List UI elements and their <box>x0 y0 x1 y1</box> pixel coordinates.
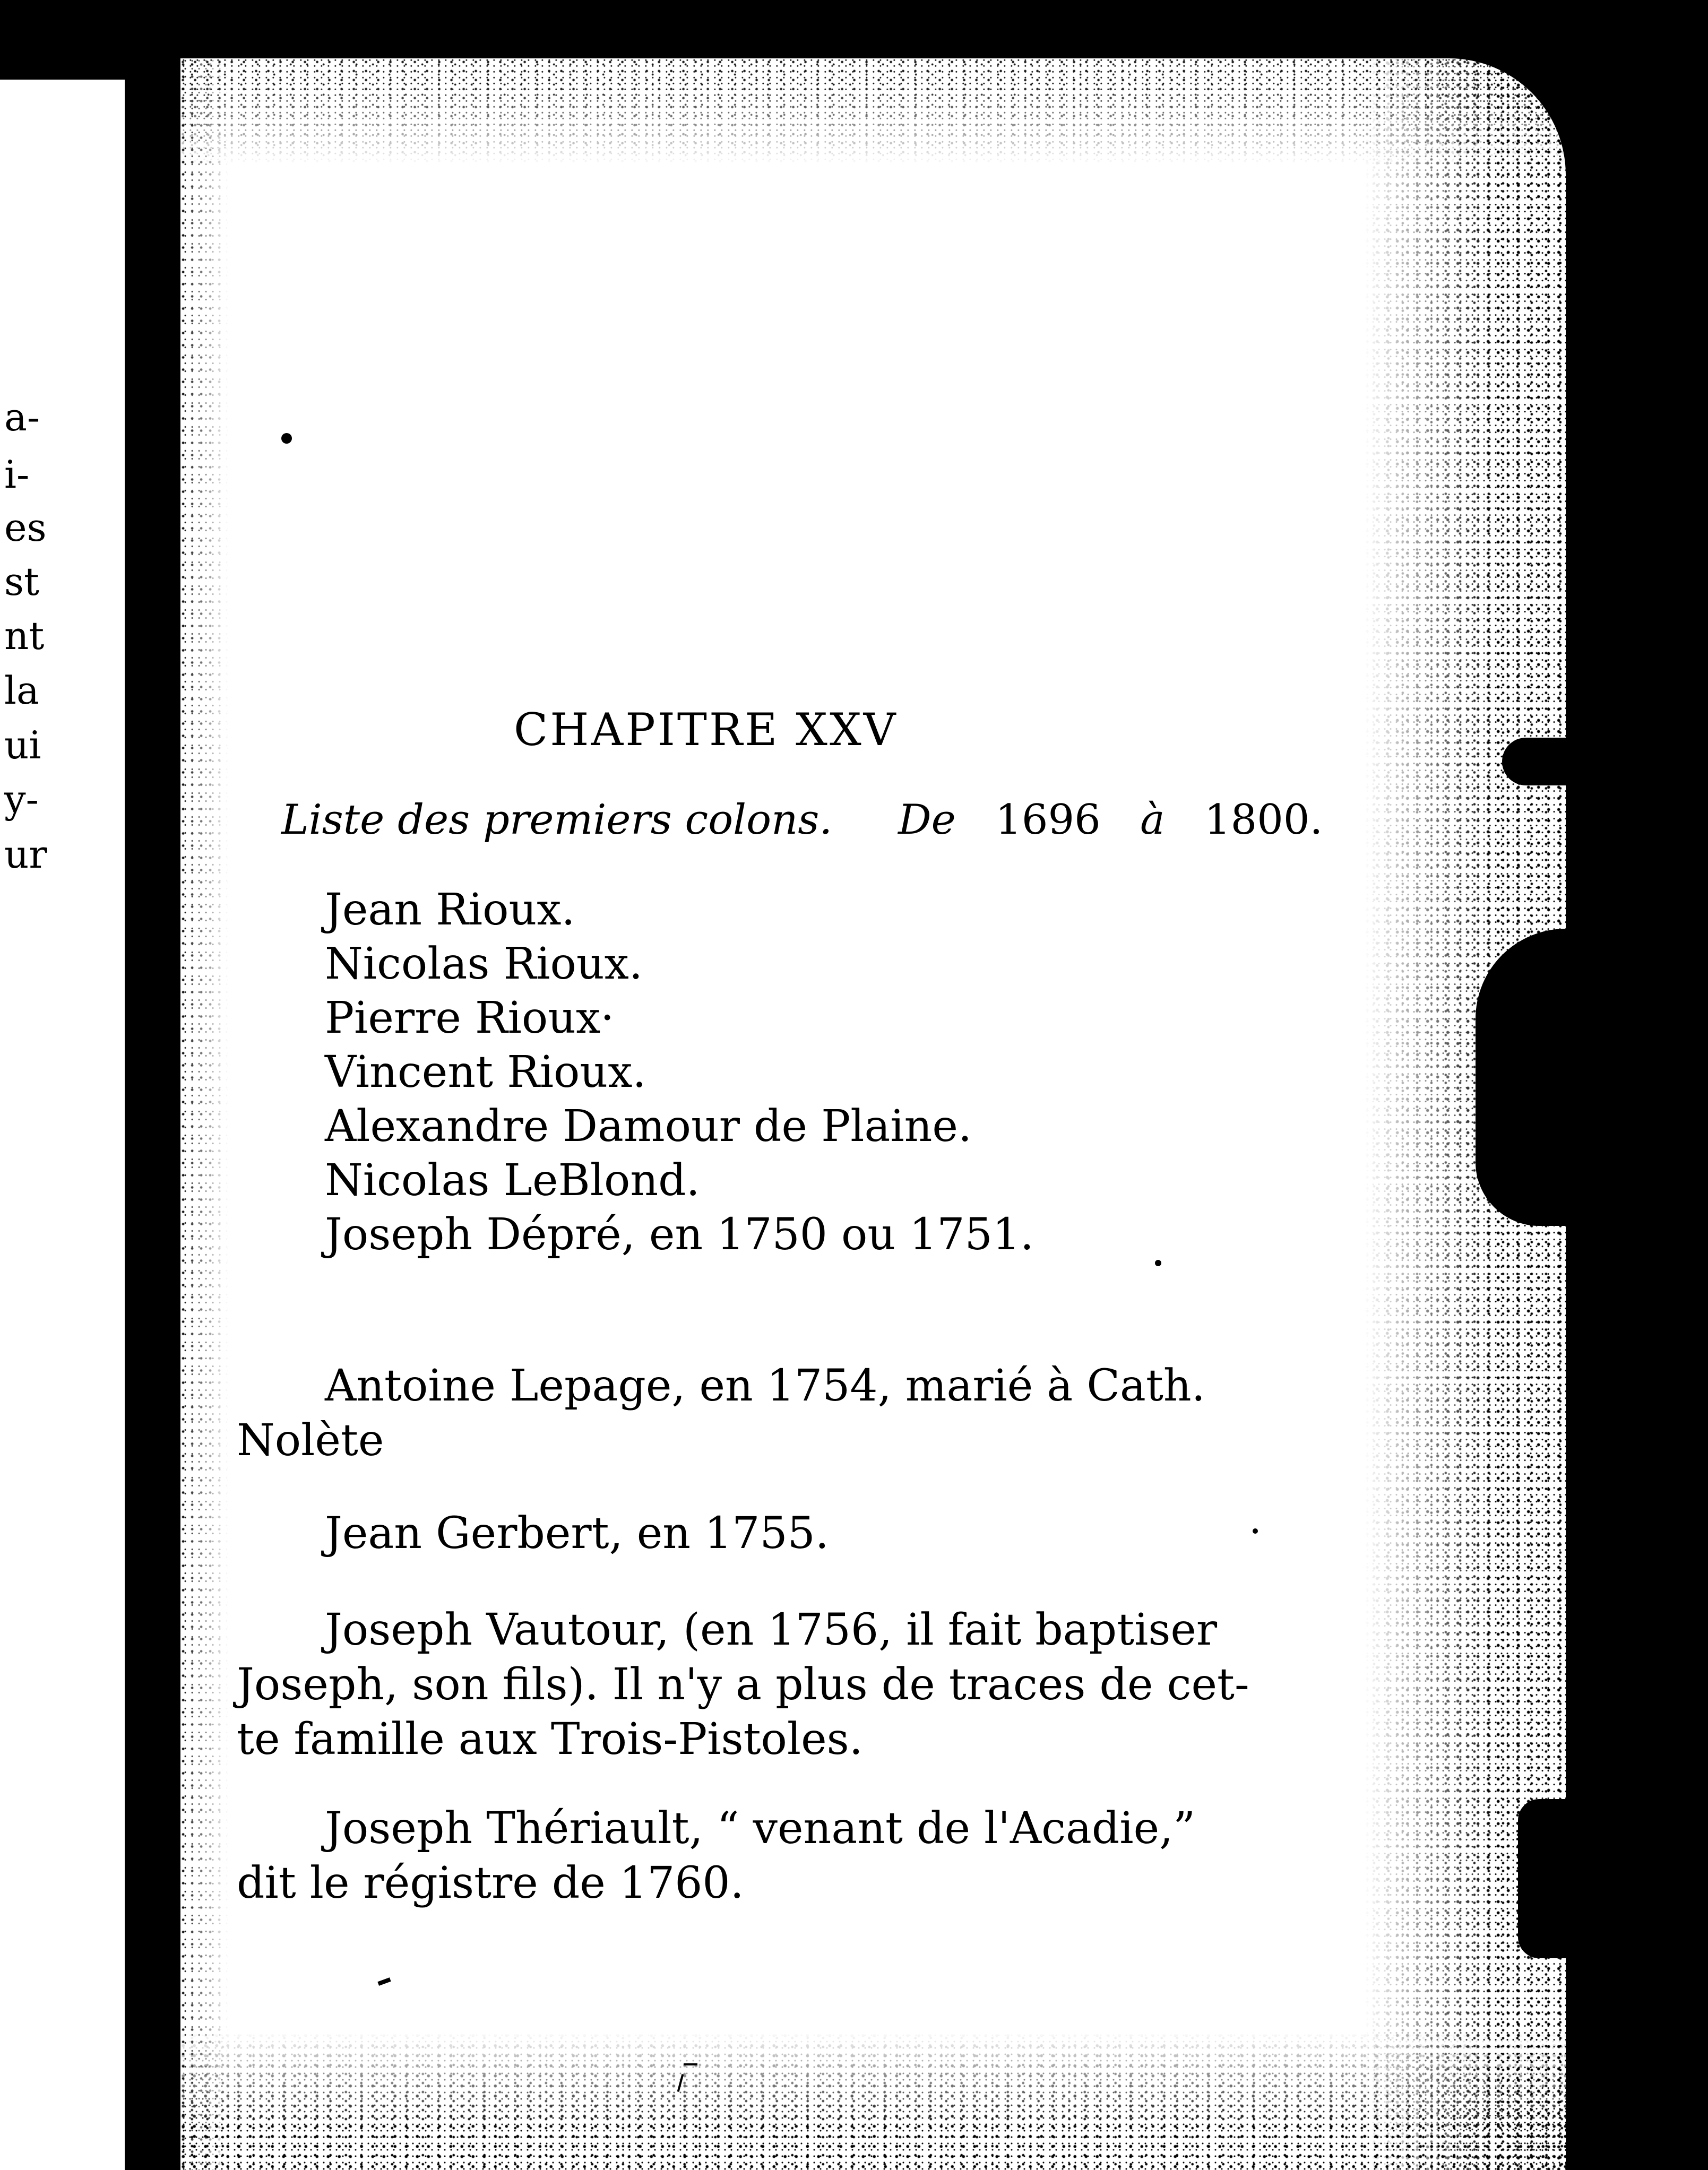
facing-page-fragment: st <box>4 559 39 604</box>
facing-page-fragment: es <box>4 505 47 550</box>
colonist-entry: Nicolas LeBlond. <box>325 1155 700 1206</box>
paragraph-line: te famille aux Trois-Pistoles. <box>237 1714 863 1765</box>
paragraph-line: Jean Gerbert, en 1755. <box>325 1508 829 1559</box>
ink-speck <box>377 1977 391 1986</box>
colonist-entry: Joseph Dépré, en 1750 ou 1751. <box>325 1209 1034 1260</box>
chapter-title: CHAPITRE XXV <box>514 704 898 756</box>
subtitle-from-year: 1696 <box>995 796 1101 844</box>
subtitle-italic: Liste des premiers colons. <box>281 796 833 844</box>
book-page <box>180 58 1566 2170</box>
book-gutter <box>125 0 180 2170</box>
facing-page-fragment: nt <box>4 613 45 658</box>
paragraph-line: Joseph, son fils). Il n'y a plus de traces de cet- <box>237 1659 1249 1710</box>
facing-page-fragment: i- <box>4 452 30 497</box>
colonist-entry: Vincent Rioux. <box>325 1047 646 1097</box>
paragraph-line: Antoine Lepage, en 1754, marié à Cath. <box>325 1361 1205 1411</box>
colonist-paragraph <box>237 1359 1205 1468</box>
ink-speck <box>1253 1528 1258 1534</box>
colonist-paragraph <box>237 1801 1195 1910</box>
facing-page-fragment: ui <box>4 723 41 767</box>
paragraph-line: Joseph Vautour, (en 1756, il fait baptiser <box>325 1605 1218 1655</box>
subtitle-de: De <box>898 796 956 844</box>
facing-page-edge <box>0 80 125 2170</box>
colonist-entry: Nicolas Rioux. <box>325 939 643 989</box>
ink-speck <box>677 2074 684 2092</box>
subtitle-to-year: 1800. <box>1204 796 1323 844</box>
facing-page-fragment: y- <box>4 777 39 822</box>
colonist-entry: Jean Rioux. <box>325 885 575 935</box>
colonist-entry: Alexandre Damour de Plaine. <box>325 1101 972 1152</box>
page-text <box>180 58 1566 2170</box>
colonist-paragraph <box>237 1506 829 1561</box>
facing-page-fragment: a- <box>4 395 40 439</box>
chapter-subtitle <box>281 796 1323 844</box>
facing-page-fragment: la <box>4 668 39 713</box>
colonist-paragraph <box>237 1603 1249 1767</box>
paragraph-line: dit le régistre de 1760. <box>237 1858 744 1908</box>
facing-page-fragment: ur <box>4 832 47 877</box>
ink-speck <box>684 2063 697 2065</box>
subtitle-a: à <box>1140 796 1165 844</box>
ink-speck <box>1155 1260 1161 1266</box>
colonist-entry: Pierre Rioux· <box>325 993 615 1043</box>
ink-speck <box>281 433 292 444</box>
paragraph-line: Nolète <box>237 1415 384 1466</box>
paragraph-line: Joseph Thériault, “ venant de l'Acadie,” <box>325 1803 1196 1854</box>
